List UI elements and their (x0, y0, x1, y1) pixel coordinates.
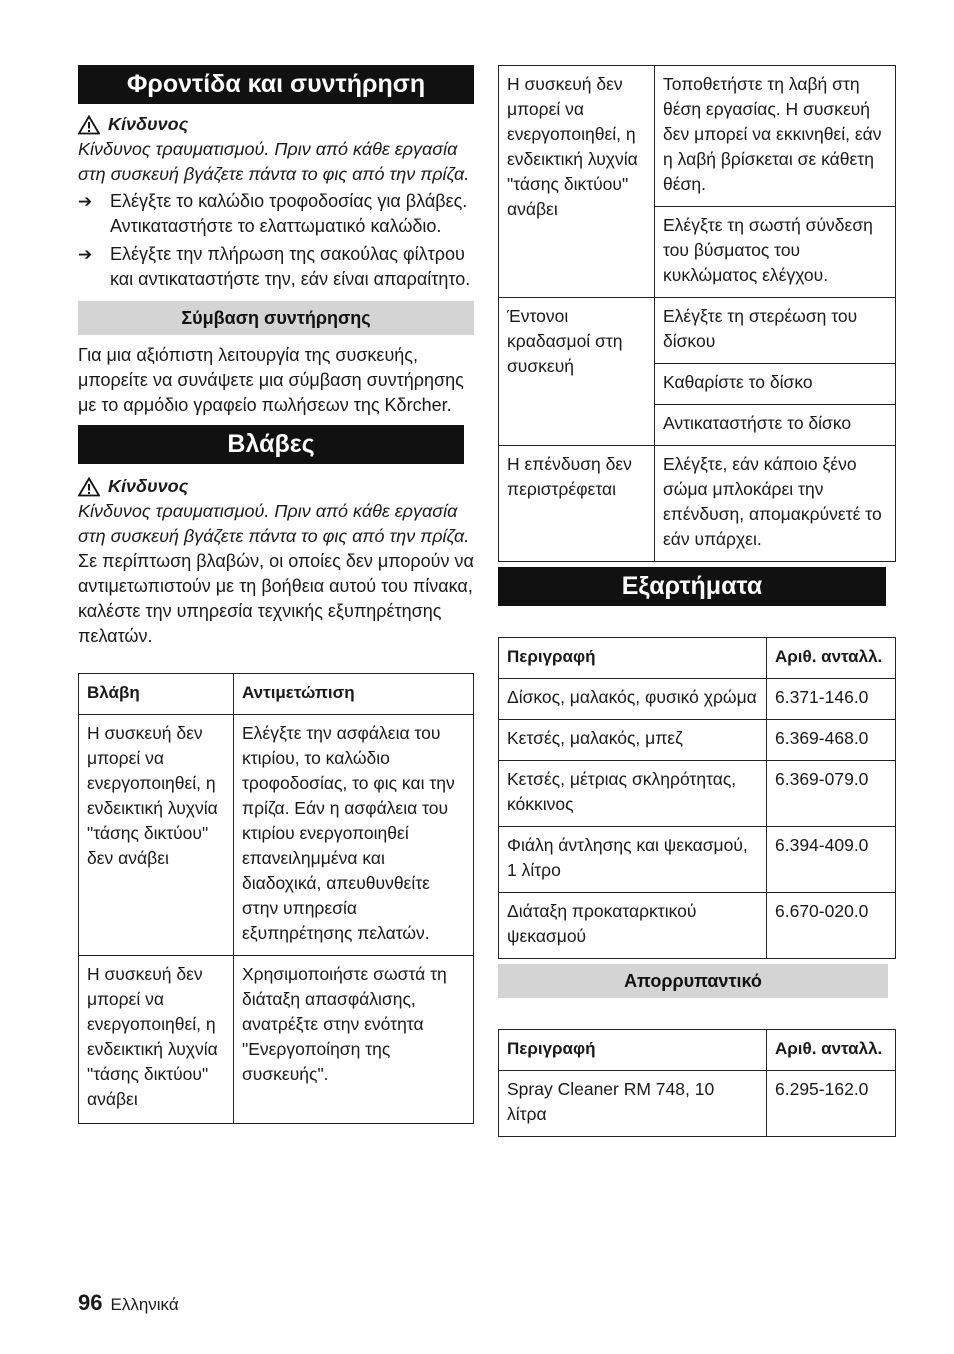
remedy-cell: Ελέγξτε την ασφάλεια του κτιρίου, το καλώδιο τροφοδοσίας, το φις και την πρίζα. Εάν η ασφάλεια του κτιρίου ενεργοποιηθεί επανειλημμένα και διαδοχικά, απευθυνθείτε στην υπηρεσία εξυπηρέτησης πελατών. (234, 715, 474, 956)
page-number: 96 (78, 1290, 103, 1315)
care-danger-text: Κίνδυνος τραυματισμού. Πριν από κάθε εργασία στη συσκευή βγάζετε πάντα το φις από την πρίζα. (78, 139, 470, 184)
contract-heading: Σύμβαση συντήρησης (78, 301, 474, 335)
description-cell: Δίσκος, μαλακός, φυσικό χρώμα (499, 679, 767, 720)
care-bullet-text: Ελέγξτε το καλώδιο τροφοδοσίας για βλάβες. Αντικαταστήστε το ελαττωματικό καλώδιο. (110, 191, 468, 236)
arrow-icon: ➔ (78, 245, 93, 264)
table-row (499, 1071, 896, 1137)
faults-table (78, 673, 474, 1124)
table-row (499, 446, 896, 562)
description-cell: Κετσές, μέτριας σκληρότητας, κόκκινος (499, 761, 767, 827)
care-bullet-2 (78, 242, 474, 292)
fault-cell: Η συσκευή δεν μπορεί να ενεργοποιηθεί, η ενδεικτική λυχνία "τάσης δικτύου" δεν ανάβει (79, 715, 234, 956)
left-column (78, 65, 474, 1124)
table-row (499, 761, 896, 827)
remedy-cell: Ελέγξτε τη σωστή σύνδεση του βύσματος του κυκλώματος ελέγχου. (655, 207, 896, 298)
warning-icon (78, 115, 100, 135)
table-header-cell: Βλάβη (79, 674, 234, 715)
table-row (499, 679, 896, 720)
remedy-cell: Ελέγξτε τη στερέωση του δίσκου (655, 298, 896, 364)
table-header-cell: Αριθ. ανταλλ. (767, 1030, 896, 1071)
remedy-cell: Αντικαταστήστε το δίσκο (655, 405, 896, 446)
care-danger-title (78, 112, 474, 137)
part-number-cell: 6.394-409.0 (767, 827, 896, 893)
page-footer (78, 1290, 179, 1317)
fault-cell: Η συσκευή δεν μπορεί να ενεργοποιηθεί, η ενδεικτική λυχνία "τάσης δικτύου" ανάβει (499, 66, 655, 298)
table-row (499, 893, 896, 959)
remedy-cell: Ελέγξτε, εάν κάποιο ξένο σώμα μπλοκάρει την επένδυση, απομακρύνετέ το εάν υπάρχει. (655, 446, 896, 562)
table-row (79, 715, 474, 956)
detergent-table (498, 1029, 896, 1137)
care-bullet-1 (78, 189, 474, 239)
description-cell: Διάταξη προκαταρκτικού ψεκασμού (499, 893, 767, 959)
contract-text: Για μια αξιόπιστη λειτουργία της συσκευής, μπορείτε να συνάψετε μια σύμβαση συντήρησης με το αρμόδιο γραφείο πωλήσεων της Kδrcher. (78, 345, 464, 415)
faults-danger-label: Κίνδυνος (108, 476, 189, 496)
remedy-cell: Χρησιμοποιήστε σωστά τη διάταξη απασφάλισης, ανατρέξτε στην ενότητα "Ενεργοποίηση της συσκευής". (234, 956, 474, 1124)
care-danger-label: Κίνδυνος (108, 114, 189, 134)
part-number-cell: 6.369-468.0 (767, 720, 896, 761)
table-header-cell: Περιγραφή (499, 1030, 767, 1071)
table-row (499, 827, 896, 893)
faults-table-continued (498, 65, 896, 562)
table-header-row (499, 638, 896, 679)
table-row (79, 956, 474, 1124)
part-number-cell: 6.371-146.0 (767, 679, 896, 720)
fault-cell: Η επένδυση δεν περιστρέφεται (499, 446, 655, 562)
table-header-cell: Περιγραφή (499, 638, 767, 679)
arrow-icon: ➔ (78, 192, 93, 211)
remedy-cell: Καθαρίστε το δίσκο (655, 364, 896, 405)
fault-cell: Έντονοι κραδασμοί στη συσκευή (499, 298, 655, 446)
description-cell: Spray Cleaner RM 748, 10 λίτρα (499, 1071, 767, 1137)
table-row (499, 298, 896, 364)
description-cell: Φιάλη άντλησης και ψεκασμού, 1 λίτρο (499, 827, 767, 893)
faults-danger-text: Κίνδυνος τραυματισμού. Πριν από κάθε εργασία στη συσκευή βγάζετε πάντα το φις από την πρίζα. (78, 501, 470, 546)
part-number-cell: 6.295-162.0 (767, 1071, 896, 1137)
remedy-cell: Τοποθετήστε τη λαβή στη θέση εργασίας. Η συσκευή δεν μπορεί να εκκινηθεί, εάν η λαβή βρίσκεται σε κάθετη θέση. (655, 66, 896, 207)
description-cell: Κετσές, μαλακός, μπεζ (499, 720, 767, 761)
table-row (499, 720, 896, 761)
table-row (499, 66, 896, 207)
accessories-table (498, 637, 896, 959)
detergent-heading: Απορρυπαντικό (498, 964, 888, 998)
part-number-cell: 6.369-079.0 (767, 761, 896, 827)
accessories-heading: Εξαρτήματα (498, 567, 886, 606)
care-heading: Φροντίδα και συντήρηση (78, 65, 474, 104)
care-bullet-text: Ελέγξτε την πλήρωση της σακούλας φίλτρου και αντικαταστήστε την, εάν είναι απαραίτητο. (110, 244, 471, 289)
part-number-cell: 6.670-020.0 (767, 893, 896, 959)
faults-text: Σε περίπτωση βλαβών, οι οποίες δεν μπορούν να αντιμετωπιστούν με τη βοήθεια αυτού του πίνακα, καλέστε την υπηρεσία τεχνικής εξυπηρέτησης πελατών. (78, 551, 474, 646)
warning-icon (78, 477, 100, 497)
faults-heading: Βλάβες (78, 425, 464, 464)
table-header-cell: Αντιμετώπιση (234, 674, 474, 715)
table-header-row (499, 1030, 896, 1071)
faults-danger-title (78, 474, 474, 499)
fault-cell: Η συσκευή δεν μπορεί να ενεργοποιηθεί, η ενδεικτική λυχνία "τάσης δικτύου" ανάβει (79, 956, 234, 1124)
footer-language: Ελληνικά (110, 1295, 179, 1314)
table-header-row (79, 674, 474, 715)
right-column (498, 65, 896, 1137)
table-header-cell: Αριθ. ανταλλ. (767, 638, 896, 679)
